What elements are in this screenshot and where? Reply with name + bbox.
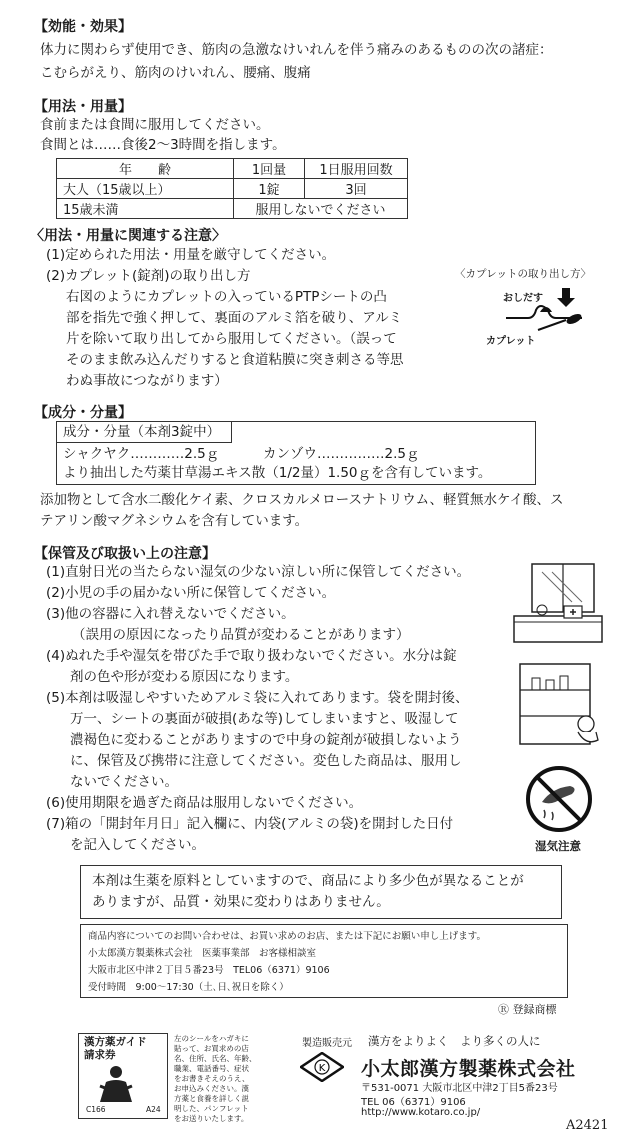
dosage-detail-1: 右図のようにカプレットの入っているPTPシートの凸 [66,289,387,305]
additives-line-1: 添加物として含水二酸化ケイ素、クロスカルメロースナトリウム、軽質無水ケイ酸、ス [40,492,564,508]
trademark-note: Ⓡ 登録商標 [498,1003,557,1016]
company-logo-letter: K [318,1063,326,1074]
contact-line-4: 受付時間 9:00～17:30（土､日､祝日を除く） [88,982,289,993]
table-cell-daily: 3回 [305,179,408,199]
contact-line-1: 商品内容についてのお問い合わせは、お買い求めのお店、または下記にお願い申し上げます。 [88,931,487,942]
child-reach-shelf-icon [512,660,604,752]
caplet-press-icon [500,284,600,344]
dosage-detail-4: そのまま飲み込んだりすると食道粘膜に突き刺さる等思 [66,352,404,368]
ingredients-heading: 【成分・分量】 [34,405,132,421]
no-wet-hands-icon [524,764,594,834]
storage-line: (3)他の容器に入れ替えないでください。 [46,606,295,622]
table-cell-dose: 1錠 [234,179,305,199]
company-role: 製造販売元 [302,1038,352,1049]
table-header-age: 年 齢 [57,159,234,179]
notice-line-2: ありますが、品質・効果に変わりはありません。 [92,894,390,910]
dosage-notes-heading: 〈用法・用量に関連する注意〉 [30,228,226,244]
guide-text: 職業、電話番号、症状 [174,1064,249,1073]
efficacy-heading: 【効能・効果】 [34,19,132,35]
storage-line: ないでください。 [70,774,178,790]
guide-text: 明した、パンフレット [174,1104,249,1113]
storage-line: 万一、シートの裏面が破損(あな等)してしまいますと、吸湿して [70,711,459,727]
contact-line-3: 大阪市北区中津２丁目５番23号 TEL06（6371）9106 [88,965,330,976]
storage-line: 剤の色や形が変わる原因になります。 [70,669,299,685]
efficacy-line-2: こむらがえり、筋肉のけいれん、腰痛、腹痛 [40,65,311,81]
guide-text: 方薬と食養を詳しく説 [174,1094,249,1103]
storage-line: (7)箱の「開封年月日」記入欄に、内袋(アルミの袋)を開封した日付 [46,816,454,832]
storage-line: を記入してください。 [70,837,205,853]
ingredients-box-title: 成分・分量（本剤3錠中） [63,424,221,440]
dosage-line-1: 食前または食間に服用してください。 [40,117,270,133]
guide-text: 左のシールをハガキに [174,1034,249,1043]
guide-title-1: 漢方薬ガイド [84,1036,147,1048]
ingredient-shakuyaku: シャクヤク…………2.5ｇ [63,446,220,462]
humidity-caution-label: 湿気注意 [535,839,581,853]
company-slogan: 漢方をよりよく より多くの人に [368,1034,541,1048]
ingredient-extract: より抽出した芍薬甘草湯エキス散（1/2量）1.50ｇを含有しています。 [63,465,492,481]
table-cell-age: 15歳未満 [57,199,234,219]
guide-text: 貼って、お買求めの店 [174,1044,249,1053]
storage-line: (5)本剤は吸湿しやすいためアルミ袋に入れてあります。袋を開封後、 [46,690,469,706]
dosage-heading: 【用法・用量】 [34,99,132,115]
storage-heading: 【保管及び取扱い上の注意】 [34,546,216,562]
caplet-label: カプレット [486,336,536,347]
guide-text: 名、住所、氏名、年齢、 [174,1054,257,1063]
notice-line-1: 本剤は生薬を原料としていますので、商品により多少色が異なることが [92,873,524,889]
table-row [57,179,408,199]
ingredient-kanzou: カンゾウ……………2.5ｇ [263,446,420,462]
caplet-figure-caption: 〈カプレットの取り出し方〉 [455,268,591,280]
efficacy-line-1: 体力に関わらず使用でき、筋肉の急激なけいれんを伴う痛みのあるものの次の諸症： [40,42,553,58]
table-header-dose: 1回量 [234,159,305,179]
guide-title-2: 請求券 [84,1049,116,1061]
window-sunlight-icon [512,560,604,648]
guide-text: をお送りいたします。 [174,1114,249,1123]
company-logo-icon [300,1052,344,1082]
storage-line: (6)使用期限を過ぎた商品は服用しないでください。 [46,795,363,811]
storage-line: 濃褐色に変わることがありますので中身の錠剤が破損しないよう [70,732,462,748]
table-cell-age: 大人（15歳以上） [57,179,234,199]
dosage-note-1: (1)定められた用法・用量を厳守してください。 [46,247,336,263]
dosage-line-2: 食間とは……食後2～3時間を指します。 [40,137,286,153]
company-url[interactable]: http://www.kotaro.co.jp/ [361,1107,481,1118]
company-name: 小太郎漢方製薬株式会社 [361,1058,576,1080]
guide-code-1: C166 [86,1105,106,1114]
dosage-detail-2: 部を指先で強く押して、裏面のアルミ箔を破り、アルミ [66,310,403,326]
press-label: おしだす [503,293,543,304]
table-row [57,159,408,179]
dosage-table [56,158,408,219]
storage-line: (2)小児の手の届かない所に保管してください。 [46,585,336,601]
contact-line-2: 小太郎漢方製薬株式会社 医薬事業部 お客様相談室 [88,948,317,959]
dosage-detail-5: わぬ事故につながります） [66,373,228,389]
guide-code-2: A24 [146,1105,161,1114]
storage-line: （誤用の原因になったり品質が変わることがあります） [72,627,410,643]
company-address: 〒531-0071 大阪市北区中津2丁目5番23号 [361,1083,558,1094]
table-row [57,199,408,219]
guide-text: お申込みください。漢 [174,1084,249,1093]
guide-figure-icon [96,1064,138,1106]
storage-line: (4)ぬれた手や湿気を帯びた手で取り扱わないでください。水分は錠 [46,648,457,664]
table-header-daily: 1日服用回数 [305,159,408,179]
table-cell-not-allowed: 服用しないでください [234,199,408,219]
guide-text: をお書きそえのうえ、 [174,1074,250,1083]
document-code: A2421 [566,1118,609,1133]
additives-line-2: テアリン酸マグネシウムを含有しています。 [40,513,309,529]
dosage-detail-3: 片を除いて取り出してから服用してください。（誤って [66,331,397,347]
ingredients-box [56,421,536,485]
storage-line: に、保管及び携帯に注意してください。変色した商品は、服用し [70,753,462,769]
storage-line: (1)直射日光の当たらない湿気の少ない涼しい所に保管してください。 [46,564,471,580]
dosage-note-2: (2)カプレット(錠剤)の取り出し方 [46,268,251,284]
company-tel: TEL 06（6371）9106 [361,1097,466,1108]
